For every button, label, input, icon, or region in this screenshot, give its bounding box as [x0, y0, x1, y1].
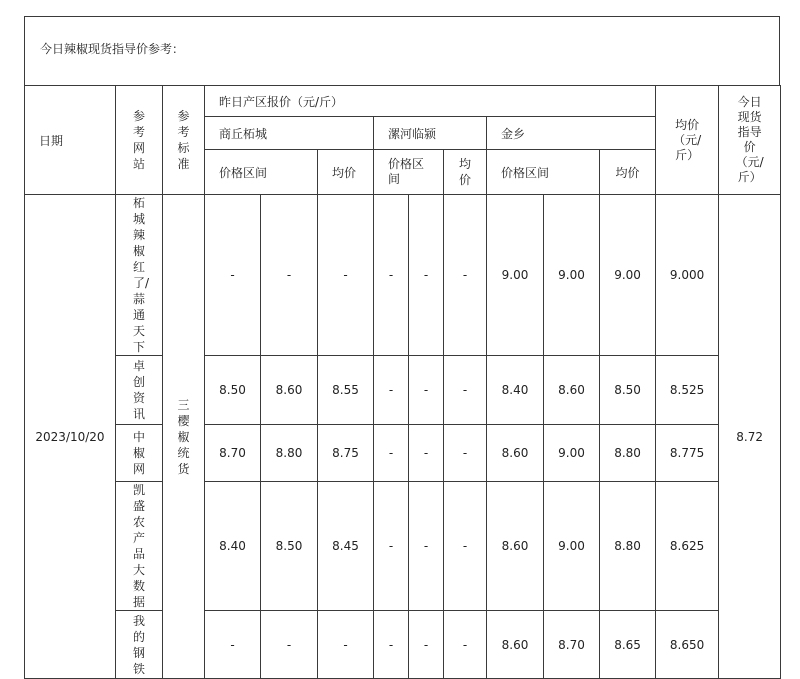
price-cell: 8.65 [600, 611, 656, 679]
price-sheet [24, 16, 780, 676]
header-avg-shangqiu: 均价 [318, 150, 374, 195]
header-price-range-luohe [374, 150, 444, 195]
price-cell: - [374, 356, 409, 425]
site-cell [116, 356, 163, 425]
price-cell: 8.80 [261, 425, 318, 482]
standard-label: 三樱椒统货 [177, 397, 190, 476]
avg-cell: 9.000 [656, 195, 719, 356]
header-price-range-luohe-label: 价格区间 [388, 157, 425, 186]
price-cell: - [261, 195, 318, 356]
site-name: 我的钢铁 [133, 613, 146, 676]
price-cell: - [374, 482, 409, 611]
today-price-cell: 8.72 [719, 195, 781, 679]
site-cell [116, 611, 163, 679]
standard-cell [163, 195, 205, 679]
price-cell: - [318, 611, 374, 679]
price-cell: - [409, 482, 444, 611]
price-cell: 8.70 [544, 611, 600, 679]
header-standard-label: 参考标准 [177, 109, 190, 171]
header-avg-luohe [444, 150, 487, 195]
page-title: 今日辣椒现货指导价参考： [40, 42, 185, 56]
header-region-shangqiu: 商丘柘城 [205, 117, 374, 150]
price-cell: - [409, 425, 444, 482]
price-cell: 9.00 [544, 482, 600, 611]
price-cell: - [409, 356, 444, 425]
price-table [24, 85, 781, 679]
avg-cell: 8.650 [656, 611, 719, 679]
price-cell: 8.40 [487, 356, 544, 425]
price-cell: - [205, 195, 261, 356]
price-cell: - [374, 195, 409, 356]
avg-cell: 8.525 [656, 356, 719, 425]
price-cell: 8.60 [487, 611, 544, 679]
header-today-spot-label: 今日现货指导价（元/斤） [735, 95, 764, 184]
price-cell: - [444, 611, 487, 679]
table-row [25, 425, 781, 482]
site-cell [116, 195, 163, 356]
price-cell: 8.50 [600, 356, 656, 425]
price-cell: - [409, 195, 444, 356]
price-cell: 8.50 [205, 356, 261, 425]
site-name: 卓创资讯 [133, 359, 146, 421]
table-row [25, 195, 781, 356]
table-row [25, 356, 781, 425]
site-name: 中椒网 [133, 430, 146, 476]
price-cell: - [374, 425, 409, 482]
header-region-jinxiang: 金乡 [487, 117, 656, 150]
table-row [25, 611, 781, 679]
price-cell: - [444, 425, 487, 482]
site-name: 凯盛农产品大数据 [133, 483, 146, 609]
price-cell: - [444, 482, 487, 611]
price-cell: - [261, 611, 318, 679]
price-cell: 8.60 [487, 425, 544, 482]
price-cell: 9.00 [600, 195, 656, 356]
price-cell: 8.60 [487, 482, 544, 611]
price-cell: - [205, 611, 261, 679]
header-region-luohe: 漯河临颍 [374, 117, 487, 150]
price-cell: - [444, 195, 487, 356]
table-row [25, 482, 781, 611]
price-cell: 9.00 [544, 195, 600, 356]
price-cell: 9.00 [544, 425, 600, 482]
price-cell: - [318, 195, 374, 356]
site-cell [116, 482, 163, 611]
price-cell: 8.50 [261, 482, 318, 611]
site-name: 柘城辣椒红了/蒜通天下 [133, 196, 150, 354]
price-cell: - [409, 611, 444, 679]
header-avg-total [656, 86, 719, 195]
price-cell: 8.40 [205, 482, 261, 611]
title-bar [24, 16, 780, 85]
price-cell: 8.60 [261, 356, 318, 425]
header-avg-jinxiang: 均价 [600, 150, 656, 195]
header-origin-group: 昨日产区报价（元/斤） [205, 86, 656, 117]
header-site-label: 参考网站 [133, 109, 146, 171]
header-today-spot [719, 86, 781, 195]
price-cell: 8.55 [318, 356, 374, 425]
price-cell: - [444, 356, 487, 425]
price-cell: 8.60 [544, 356, 600, 425]
header-price-range-shangqiu: 价格区间 [205, 150, 318, 195]
site-cell [116, 425, 163, 482]
date-cell: 2023/10/20 [25, 195, 116, 679]
header-avg-luohe-label: 均价 [459, 157, 472, 187]
avg-cell: 8.775 [656, 425, 719, 482]
header-price-range-jinxiang: 价格区间 [487, 150, 600, 195]
price-cell: 9.00 [487, 195, 544, 356]
header-standard [163, 86, 205, 195]
price-cell: 8.80 [600, 425, 656, 482]
header-site [116, 86, 163, 195]
header-avg-total-label: 均价（元/斤） [673, 117, 702, 162]
price-cell: 8.70 [205, 425, 261, 482]
price-cell: 8.75 [318, 425, 374, 482]
header-row-1 [25, 86, 781, 117]
price-cell: 8.45 [318, 482, 374, 611]
price-cell: - [374, 611, 409, 679]
header-date: 日期 [25, 86, 116, 195]
avg-cell: 8.625 [656, 482, 719, 611]
price-cell: 8.80 [600, 482, 656, 611]
